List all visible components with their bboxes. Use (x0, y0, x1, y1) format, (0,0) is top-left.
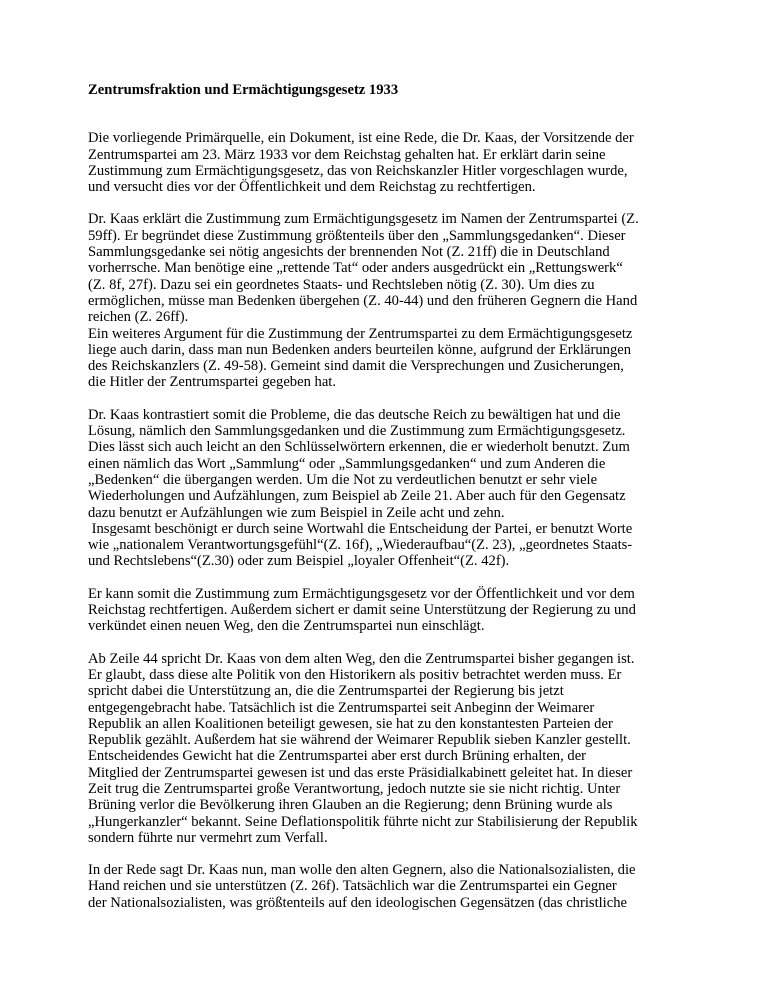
text-line: Insgesamt beschönigt er durch seine Wortwahl die Entscheidung der Partei, er benutzt Worte (88, 520, 633, 537)
text-line: einen nämlich das Wort „Sammlung“ oder „Sammlungsgedanken“ und zum Anderen die (88, 455, 606, 472)
text-line: und versucht dies vor der Öffentlichkeit und dem Reichstag zu rechtfertigen. (88, 179, 536, 196)
paragraph (88, 651, 690, 847)
text-line: „Hungerkanzler“ bekannt. Seine Deflationspolitik führte nicht zur Stabilisierung der Republik (88, 813, 638, 830)
text-line: sondern führte nur vermehrt zum Verfall. (88, 829, 328, 846)
text-line: Ein weiteres Argument für die Zustimmung der Zentrumspartei zu dem Ermächtigungsgesetz (88, 325, 633, 342)
text-line: Dr. Kaas erklärt die Zustimmung zum Ermächtigungsgesetz im Namen der Zentrumspartei (Z. (88, 211, 639, 228)
text-line: Mitglied der Zentrumspartei gewesen ist und das erste Präsidialkabinett geleitet hat. In dieser (88, 764, 633, 781)
text-line: Wiederholungen und Aufzählungen, zum Beispiel ab Zeile 21. Aber auch für den Gegensatz (88, 488, 626, 505)
text-line: Hand reichen und sie unterstützen (Z. 26f). Tatsächlich war die Zentrumspartei ein Gegner (88, 878, 617, 895)
text-line: Reichstag rechtfertigen. Außerdem sichert er damit seine Unterstützung der Regierung zu und (88, 602, 636, 619)
text-line: und Rechtslebens“(Z.30) oder zum Beispiel „loyaler Offenheit“(Z. 42f). (88, 553, 510, 570)
text-line: 59ff). Er begründet diese Zustimmung größtenteils über den „Sammlungsgedanken“. Dieser (88, 227, 626, 244)
text-line: entgegengebracht habe. Tatsächlich ist die Zentrumspartei seit Anbeginn der Weimarer (88, 699, 595, 716)
paragraph (88, 407, 690, 570)
document-page (88, 82, 690, 927)
text-line: Entscheidendes Gewicht hat die Zentrumspartei aber erst durch Brüning erhalten, der (88, 748, 587, 765)
text-line: spricht dabei die Unterstützung an, die die Zentrumspartei der Regierung bis jetzt (88, 683, 564, 700)
text-line: Lösung, nämlich den Sammlungsgedanken und die Zustimmung zum Ermächtigungsgesetz. (88, 423, 626, 440)
text-line: Brüning verlor die Bevölkerung ihren Glauben an die Regierung; denn Brüning wurde als (88, 797, 613, 814)
text-line: der Nationalsozialisten, was größtenteils auf den ideologischen Gegensätzen (das christliche (88, 894, 627, 911)
text-line: verkündet einen neuen Weg, den die Zentrumspartei nun einschlägt. (88, 618, 485, 635)
text-line: liege auch darin, dass man nun Bedenken anders beurteilen könne, aufgrund der Erklärungen (88, 341, 632, 358)
text-line: des Reichskanzlers (Z. 49-58). Gemeint sind damit die Versprechungen und Zusicherungen, (88, 358, 624, 375)
paragraph (88, 586, 690, 635)
text-line: Dr. Kaas kontrastiert somit die Probleme, die das deutsche Reich zu bewältigen hat und die (88, 406, 621, 423)
text-line: In der Rede sagt Dr. Kaas nun, man wolle den alten Gegnern, also die Nationalsozialisten, die (88, 862, 636, 879)
text-line: „Bedenken“ die übergangen werden. Um die Not zu verdeutlichen benutzt er sehr viele (88, 471, 598, 488)
document-body (88, 130, 690, 911)
text-line: dazu benutzt er Aufzählungen wie zum Beispiel in Zeile acht und zehn. (88, 504, 505, 521)
text-line: Er kann somit die Zustimmung zum Ermächtigungsgesetz vor der Öffentlichkeit und vor dem (88, 585, 635, 602)
text-line: Republik an allen Koalitionen beteiligt gewesen, sie hat zu den konstantesten Parteien der (88, 715, 613, 732)
text-line: ermöglichen, müsse man Bedenken übergehen (Z. 40-44) und den früheren Gegnern die Hand (88, 292, 638, 309)
text-line: Die vorliegende Primärquelle, ein Dokument, ist eine Rede, die Dr. Kaas, der Vorsitzende der (88, 130, 634, 147)
text-line: Ab Zeile 44 spricht Dr. Kaas von dem alten Weg, den die Zentrumspartei bisher gegangen ist. (88, 650, 635, 667)
text-line: reichen (Z. 26ff). (88, 309, 189, 326)
text-line: wie „nationalem Verantwortungsgefühl“(Z. 16f), „Wiederaufbau“(Z. 23), „geordnetes Staats- (88, 537, 633, 554)
text-line: vorherrsche. Man benötige eine „rettende Tat“ oder anders ausgedrückt ein „Rettungswerk“ (88, 260, 623, 277)
text-line: Zustimmung zum Ermächtigungsgesetz, das von Reichskanzler Hitler vorgeschlagen wurde, (88, 162, 628, 179)
paragraph (88, 211, 690, 390)
text-line: Er glaubt, dass diese alte Politik von den Historikern als positiv betrachtet werden muss. Er (88, 666, 622, 683)
paragraph (88, 862, 690, 911)
text-line: Zeit trug die Zentrumspartei große Verantwortung, jedoch nutzte sie sie nicht richtig. Unter (88, 780, 621, 797)
document-title: Zentrumsfraktion und Ermächtigungsgesetz 1933 (88, 82, 399, 98)
text-line: die Hitler der Zentrumspartei gegeben hat. (88, 374, 336, 391)
text-line: Sammlungsgedanke sei nötig angesichts der brennenden Not (Z. 21ff) die in Deutschland (88, 244, 610, 261)
text-line: Republik gezählt. Außerdem hat sie während der Weimarer Republik sieben Kanzler gestellt. (88, 732, 631, 749)
paragraph (88, 130, 690, 195)
text-line: Zentrumspartei am 23. März 1933 vor dem Reichstag gehalten hat. Er erklärt darin seine (88, 146, 606, 163)
text-line: Dies lässt sich auch leicht an den Schlüsselwörtern erkennen, die er wiederholt benutzt. Zum (88, 439, 630, 456)
text-line: (Z. 8f, 27f). Dazu sei ein geordnetes Staats- und Rechtsleben nötig (Z. 30). Um dies zu (88, 276, 595, 293)
